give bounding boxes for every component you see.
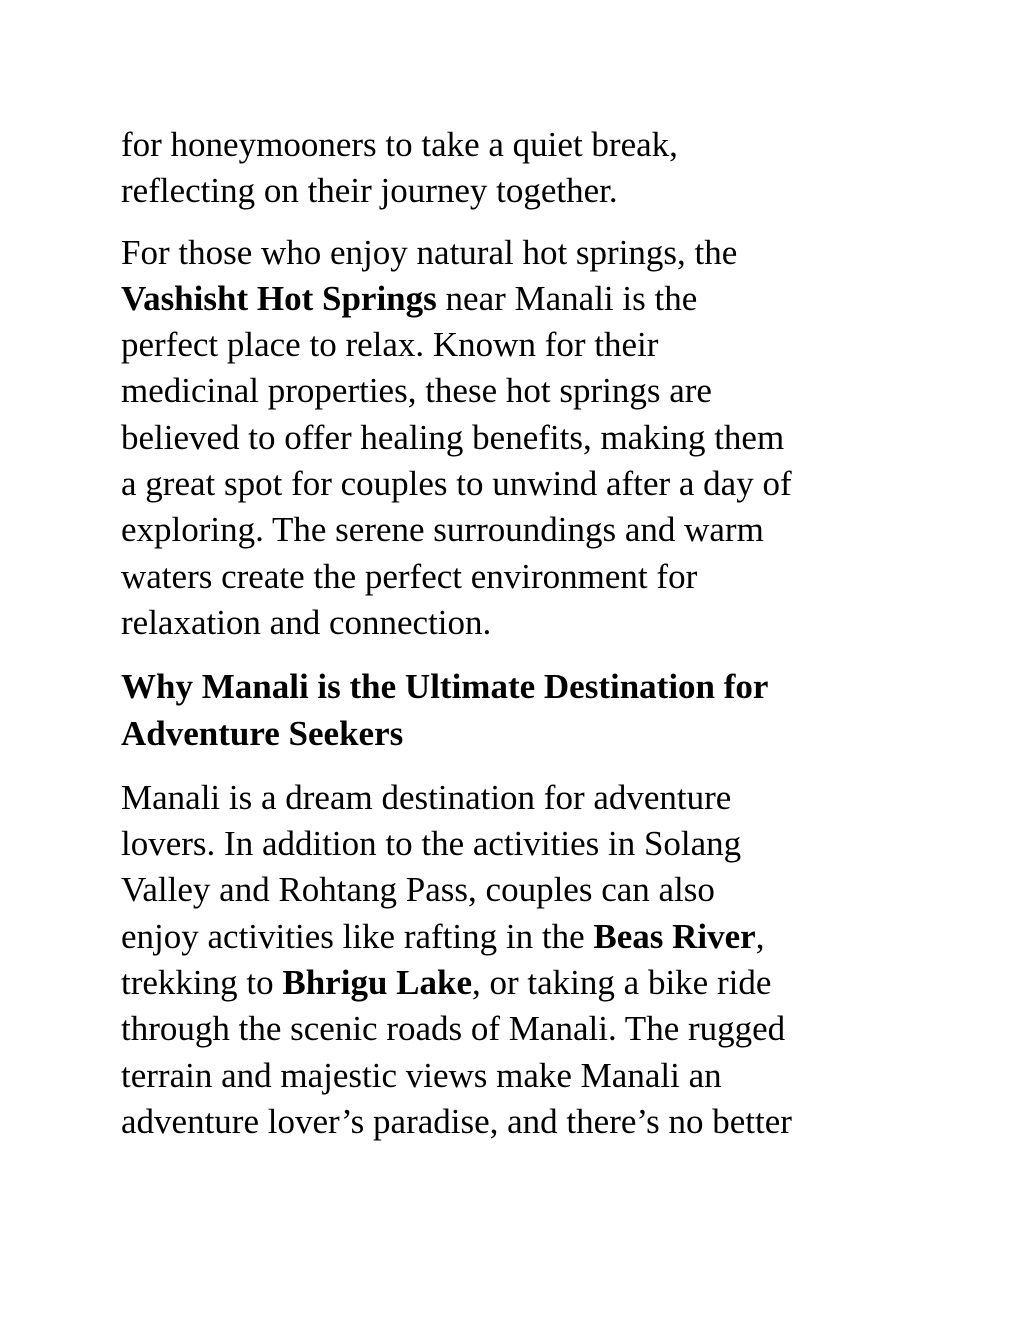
text-line: relaxation and connection. [121, 602, 492, 642]
text-line: terrain and majestic views make Manali an [121, 1055, 722, 1095]
bold-term-bhrigu-lake: Bhrigu Lake [282, 963, 473, 1003]
section-heading [121, 664, 911, 757]
paragraph-adventure [121, 775, 911, 1145]
text-line [121, 914, 911, 960]
text-fragment: , [755, 916, 765, 956]
bold-term-vashisht-hot-springs: Vashisht Hot Springs [121, 278, 437, 318]
text-fragment: enjoy activities like rafting in the [121, 916, 594, 956]
text-line [121, 276, 911, 322]
text-line: exploring. The serene surroundings and warm [121, 510, 764, 550]
text-line: for honeymooners to take a quiet break, [121, 125, 678, 164]
heading-line: Why Manali is the Ultimate Destination for [121, 667, 769, 707]
text-line: perfect place to relax. Known for their [121, 325, 659, 365]
text-line: lovers. In addition to the activities in Solang [121, 824, 742, 864]
bold-term-beas-river: Beas River [593, 916, 756, 956]
text-line: reflecting on their journey together. [121, 171, 618, 211]
text-line: through the scenic roads of Manali. The rugged [121, 1009, 786, 1049]
paragraph-vashisht-hot-springs [121, 230, 911, 647]
text-line: medicinal properties, these hot springs are [121, 371, 712, 411]
text-line: Manali is a dream destination for adventure [121, 777, 732, 817]
text-line: believed to offer healing benefits, making them [121, 417, 785, 457]
text-fragment: trekking to [121, 963, 283, 1003]
text-line [121, 960, 911, 1006]
text-fragment: near Manali is the [436, 278, 698, 318]
text-line: adventure lover’s paradise, and there’s no better [121, 1101, 792, 1141]
document-page [121, 122, 911, 1145]
heading-line: Adventure Seekers [121, 713, 404, 753]
text-line: Valley and Rohtang Pass, couples can also [121, 870, 715, 910]
text-line: For those who enjoy natural hot springs, the [121, 232, 738, 272]
text-line: waters create the perfect environment for [121, 556, 698, 596]
paragraph-honeymooners [121, 122, 911, 215]
text-line: a great spot for couples to unwind after a day of [121, 464, 792, 504]
text-fragment: , or taking a bike ride [472, 963, 772, 1003]
